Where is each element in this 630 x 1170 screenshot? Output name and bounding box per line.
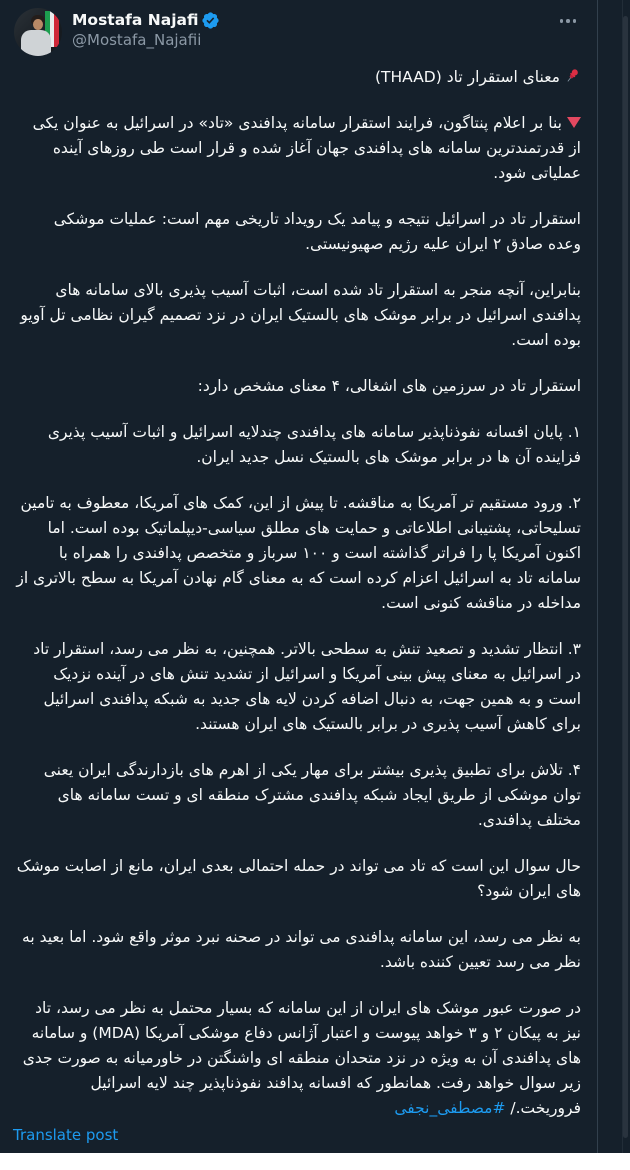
author-name-row[interactable] [72,10,220,30]
tweet-text-paragraph [16,65,581,90]
tweet-text-paragraph [16,491,581,616]
tweet-text: ۴. تلاش برای تطبیق پذیری بیشتر برای مهار یکی از اهرم های بازدارندگی ایران یعنی توان موشکی از طریق ایجاد شبکه پدافندی مشترک منطقه ای و تست سامانه های مختلف پدافندی. [43,761,581,829]
tweet-text-paragraph [16,637,581,737]
tweet-header [0,0,597,56]
verified-badge-icon [201,11,220,30]
tweet-text: در صورت عبور موشک های ایران از این سامانه که بسیار محتمل به نظر می رسد، تاد نیز به پیکان ۲ و ۳ خواهد پیوست و اعتبار آژانس دفاع موشکی آمریکا (MDA) و سامانه های پدافندی آن به ویژه در نزد متحدان منطقه ای واشنگتن در خاورمیانه به صورت جدی زیر سوال خواهد رفت. همانطور که افسانه پدافند نفوذناپذیر چند لایه اسرائیل فروریخت./ [22,999,581,1117]
author-name-block [72,8,220,50]
hashtag-link[interactable]: #مصطفی_نجفی [394,1099,506,1117]
tweet-text: ۱. پایان افسانه نفوذناپذیر سامانه های پدافندی چندلایه اسرائیل و اثبات آسیب پذیری فزاینده آن ها در برابر موشک های بالستیک نسل جدید ایران. [47,423,581,466]
more-options-button[interactable] [557,16,580,26]
tweet-text-paragraph [16,111,581,186]
tweet-text: ۲. ورود مستقیم تر آمریکا به مناقشه. تا پیش از این، کمک های آمریکا، معطوف به تامین تسلیحاتی، پشتیبانی اطلاعاتی و حمایت های مطلق سیاسی-دیپلماتیک بوده است. اما اکنون آمریکا پا را فراتر گذاشته است و ۱۰۰ سرباز و متخصص پدافندی را همراه با سامانه تاد به اسرائیل اعزام کرده است که به معنای گام نهادن آمریکا به سطح بالاتری از مداخله در مناقشه کنونی است. [16,494,581,612]
user-handle[interactable]: @Mostafa_Najafii [72,31,202,49]
tweet-text: حال سوال این است که تاد می تواند در حمله احتمالی بعدی ایران، مانع از اصابت موشک های ایران شود؟ [16,857,581,900]
pushpin-icon [563,67,581,85]
red-triangle-down-icon [567,117,581,128]
tweet-text: استقرار تاد در اسرائیل نتیجه و پیامد یک رویداد تاریخی مهم است: عملیات موشکی وعده صادق ۲ ایران علیه رژیم صهیونیستی. [53,210,581,253]
scrollbar[interactable] [623,16,628,1138]
tweet-text-paragraph [16,207,581,257]
tweet-text-paragraph [16,374,581,399]
tweet-text: بنابراین، آنچه منجر به استقرار تاد شده است، اثبات آسیب پذیری بالای سامانه های پدافندی اسرائیل در برابر موشک های بالستیک ایران در نزد تصمیم گیران نظامی تل آویو بوده است. [20,281,581,349]
tweet-text: بنا بر اعلام پنتاگون، فرایند استقرار سامانه پدافندی «تاد» در اسرائیل به عنوان یکی از قدرتمندترین سامانه های پدافندی جهان آغاز شده و قرار است طی روزهای آینده عملیاتی شود. [32,114,581,182]
avatar[interactable] [14,8,62,56]
tweet-text-paragraph [16,420,581,470]
tweet-text: معنای استقرار تاد (THAAD) [374,68,560,86]
page-bottom-gap [0,1153,630,1170]
tweet-text-paragraph [16,758,581,833]
tweet-text-body [0,65,597,1121]
tweet-text-paragraph [16,278,581,353]
tweet-text-paragraph [16,996,581,1121]
avatar-person-body [21,30,51,56]
display-name[interactable]: Mostafa Najafi [72,11,199,29]
avatar-person-face [33,19,43,30]
tweet-footer [0,1121,597,1145]
tweet-text-paragraph [16,854,581,904]
tweet-text: استقرار تاد در سرزمین های اشغالی، ۴ معنای مشخص دارد: [197,377,581,395]
translate-post-link[interactable]: Translate post [13,1126,119,1144]
tweet-text-paragraph [16,925,581,975]
tweet-text: ۳. انتظار تشدید و تصعید تنش به سطحی بالاتر. همچنین، به نظر می رسد، استقرار تاد در اسرائیل به معنای پیش بینی آمریکا و اسرائیل از تشدید تنش های در آینده نزدیک است و به همین جهت، به دنبال اضافه کردن لایه های جدید به شبکه پدافندی اسرائیل برای کاهش آسیب پذیری در برابر بالستیک های ایران هستند. [33,640,581,733]
tweet-text: به نظر می رسد، این سامانه پدافندی می تواند در صحنه نبرد موثر واقع شود. اما بعید به نظر می رسد تعیین کننده باشد. [22,928,581,971]
